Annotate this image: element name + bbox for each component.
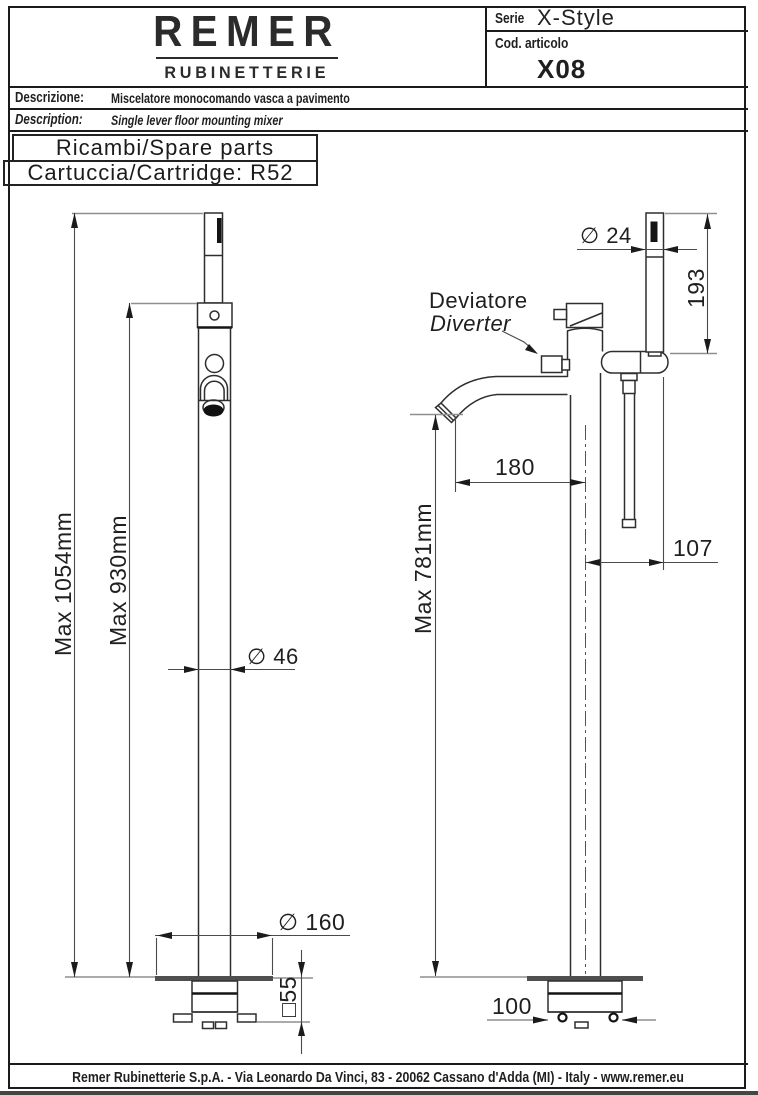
dim-body-height-label: Max 930mm	[105, 514, 131, 646]
description-label-en: Description:	[15, 112, 83, 128]
brand-logo: REMER	[152, 6, 341, 56]
dim-spout-height	[410, 415, 463, 977]
description-value-it: Miscelatore monocomando vasca a pavimento	[111, 90, 350, 106]
dim-underfloor-width	[487, 993, 656, 1024]
underfloor-body-side	[548, 981, 622, 1028]
underfloor-body-front	[174, 981, 257, 1029]
dim-total-height-label: Max 1054mm	[50, 511, 76, 656]
figure-side-view	[410, 213, 718, 1028]
diverter-callout	[429, 288, 538, 354]
footer-address: Remer Rubinetterie S.p.A. - Via Leonardo Da Vinci, 83 - 20062 Cassano d'Adda (MI) - Italy - www.remer.eu	[72, 1068, 684, 1086]
description-label-it: Descrizione:	[15, 90, 84, 106]
footer	[8, 1063, 748, 1089]
handshower-side	[646, 213, 664, 356]
dim-handshower-length-label: 193	[683, 268, 709, 308]
dim-handshower-offset-label: 107	[673, 535, 713, 561]
spare-parts-title-box: Ricambi/Spare parts	[12, 134, 318, 162]
shower-hose	[621, 374, 637, 528]
lever-side	[554, 304, 603, 328]
dim-handshower-offset	[586, 377, 719, 570]
series-value: X-Style	[537, 5, 615, 30]
dim-base-diameter-label: ∅ 160	[278, 909, 346, 935]
diverter-label-en: Diverter	[430, 311, 512, 336]
figure-front-view	[50, 213, 350, 1054]
dim-column-diameter-label: ∅ 46	[247, 644, 299, 669]
spout	[436, 377, 568, 423]
dim-handshower-diameter-label: ∅ 24	[580, 223, 632, 248]
dim-spout-reach-label: 180	[495, 454, 535, 480]
article-code-label: Cod. articolo	[495, 35, 569, 52]
diverter-knob	[542, 356, 570, 373]
dim-underfloor-width-label: 100	[492, 993, 532, 1019]
spout-outlet-front	[204, 405, 224, 417]
series-label: Serie	[495, 9, 525, 27]
page-bottom-edge	[0, 1091, 758, 1095]
dim-body-height	[105, 303, 197, 977]
dim-handshower-diameter	[577, 223, 697, 253]
lever-knob-front	[206, 355, 224, 373]
column-top	[198, 303, 233, 328]
handshower-slot	[217, 218, 222, 243]
description-value-en: Single lever floor mounting mixer	[111, 112, 283, 128]
dim-base-diameter	[155, 909, 350, 975]
cartridge-box: Cartuccia/Cartridge: R52	[3, 160, 318, 186]
brand-subtitle: RUBINETTERIE	[164, 62, 329, 82]
dim-underfloor-depth	[257, 950, 310, 1054]
dim-handshower-length	[665, 214, 717, 354]
dim-column-diameter	[168, 644, 299, 673]
diverter-label-it: Deviatore	[429, 288, 528, 313]
handshower-holder	[602, 352, 669, 374]
article-code-value: X08	[537, 54, 587, 84]
dim-underfloor-depth-label: □55	[275, 976, 301, 1017]
dim-spout-height-label: Max 781mm	[410, 502, 436, 634]
dim-spout-reach	[456, 418, 586, 492]
